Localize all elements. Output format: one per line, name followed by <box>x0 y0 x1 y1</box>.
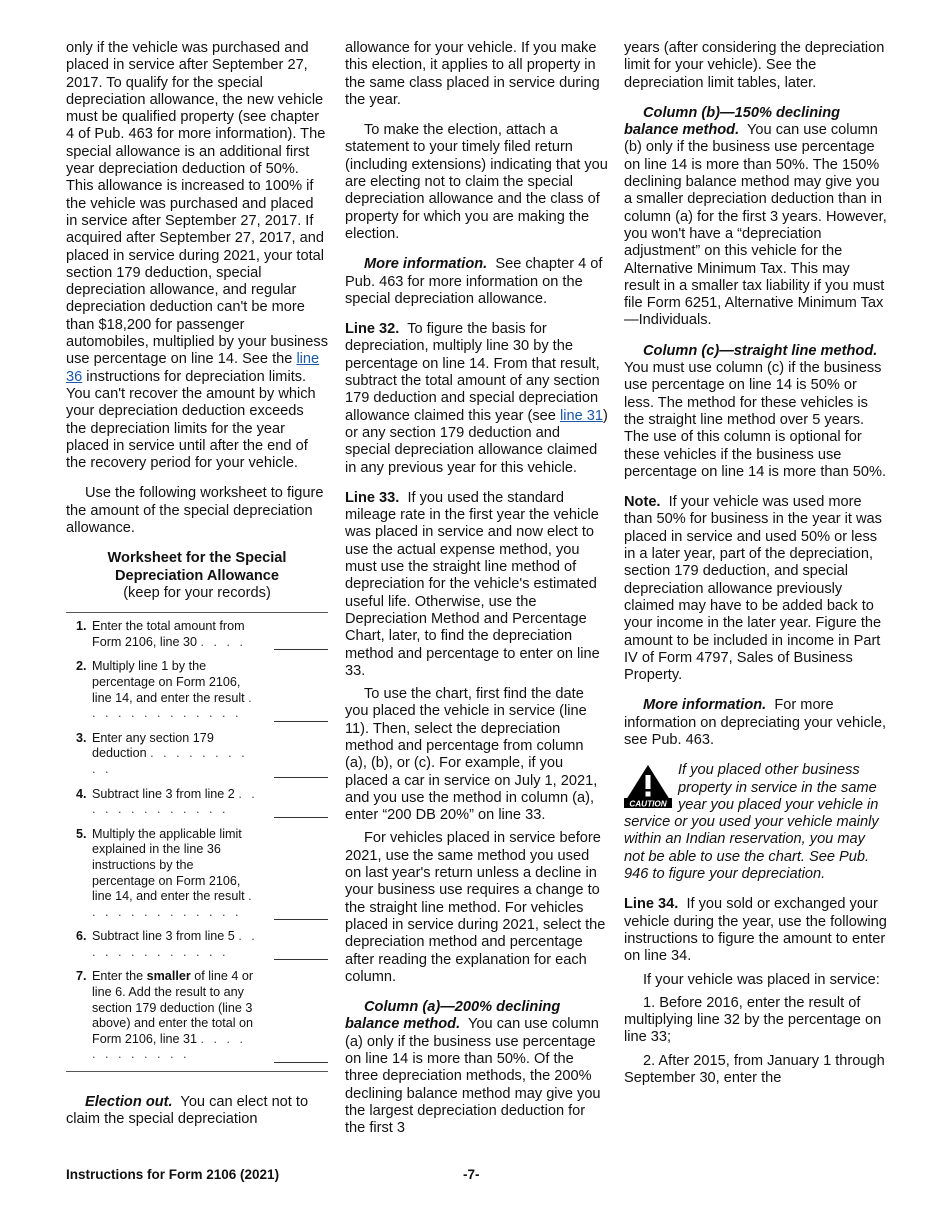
entry-line[interactable] <box>274 959 328 960</box>
paragraph: To use the chart, first find the date you placed the vehicle in service (line 11). Then, select the depreciation method and percentage from column (a), (b), or (c). For example, if you placed a car in service on July 1, 2021, and you use the method in column (a), enter “200 DB 20%” on line 33. <box>345 686 598 824</box>
worksheet-row: 7. Enter the smaller of line 4 or line 6. Add the result to any section 179 deduction (line 3 above) and enter the total on Form 2106, line 31 . . . . . . . . . . . . <box>66 969 328 1063</box>
list-item: 1. Before 2016, enter the result of multiplying line 32 by the percentage on line 33; <box>624 994 882 1046</box>
paragraph: Line 34. If you sold or exchanged your vehicle during the year, use the following instructions to figure the amount to enter on line 34. <box>624 896 887 965</box>
worksheet-row: 4. Subtract line 3 from line 2 . . . . . . . . . . . . . <box>66 787 328 818</box>
worksheet-subtitle: (keep for your records) <box>123 584 271 601</box>
paragraph: For vehicles placed in service before 2021, use the same method you used on last year's return unless a decline in your business use requires a change to the straight line method. For vehicles placed in service during 2021, select the depreciation method and percentage after reading the explanation for each column. <box>345 830 606 985</box>
paragraph: allowance for your vehicle. If you make this election, it applies to all property in the same class placed in service during the year. <box>345 40 600 108</box>
page-number: -7- <box>463 1167 480 1182</box>
worksheet-row: 3. Enter any section 179 deduction . . . . . . . . . . <box>66 731 328 778</box>
caution-block: CAUTION If you placed other business property in service in the same year you placed your vehicle in service or you used your vehicle mainly within an Indian reservation, you may not be able to use the chart. See Pub. 946 to figure your depreciation. <box>624 762 879 883</box>
list-item: 2. After 2015, from January 1 through September 30, enter the <box>624 1052 885 1087</box>
svg-text:CAUTION: CAUTION <box>629 799 667 809</box>
paragraph: To make the election, attach a statement to your timely filed return (including extensions) indicating that you are electing not to claim the special depreciation allowance and the class of property for which you are making the election. <box>345 122 608 242</box>
paragraph: More information. See chapter 4 of Pub. 463 for more information on the special depreciation allowance. <box>345 256 603 307</box>
paragraph: Column (c)—straight line method. You must use column (c) if the business use percentage on line 14 is 50% or less. The method for these vehicles is the straight line method over 5 years. The use of this column is optional for these vehicles if the business use percentage on line 14 is more than 50%. <box>624 342 887 480</box>
line-31-link[interactable]: line 31 <box>559 407 603 424</box>
entry-line[interactable] <box>274 1062 328 1063</box>
paragraph: More information. For more information on depreciating your vehicle, see Pub. 463. <box>624 697 887 748</box>
paragraph: Column (b)—150% declining balance method. You can use column (b) only if the business use percentage on line 14 is more than 50%. The 150% declining balance method may give you a smaller depreciation deduction than in column (a) for the first 3 years. However, you won't have a “depreciation adjustment” on this vehicle for the Alternative Minimum Tax. This may result in a smaller tax liability if you must file Form 6251, Alternative Minimum Tax—Individuals. <box>624 104 887 329</box>
worksheet-row: 5. Multiply the applicable limit explained in the line 36 instructions by the percentage on Form 2106, line 14, and enter the result . . . . . . . . . . . . . <box>66 827 328 921</box>
footer-title: Instructions for Form 2106 (2021) <box>66 1167 280 1182</box>
column-3 <box>624 40 888 1100</box>
paragraph: Column (a)—200% declining balance method. You can use column (a) only if the business use percentage on line 14 is more than 50%. Of the three depreciation methods, the 200% declining balance method may give you the largest depreciation deduction for the first 3 <box>345 999 601 1137</box>
worksheet-row: 6. Subtract line 3 from line 5 . . . . . . . . . . . . . <box>66 929 328 960</box>
paragraph: only if the vehicle was purchased and placed in service after September 27, 2017. To qualify for the special depreciation allowance, the new vehicle must be qualified property (see chapter 4 of Pub. 463 for more information). The special allowance is an additional first year depreciation deduction of 50%. This allowance is increased to 100% if the vehicle was purchased and placed in service after September 27, 2017. If acquired after September 27, 2017, and placed in service during 2021, your total section 179 deduction, special depreciation allowance, and regular depreciation deduction can't be more than $18,200 for passenger automobiles, multiplied by your business use percentage on line 14. See the line 36 instructions for depreciation limits. You can't recover the amount by which your depreciation deduction exceeds the depreciation limits for the year placed in service until after the end of the recovery period for your vehicle. <box>66 40 329 472</box>
paragraph: Use the following worksheet to figure the amount of the special depreciation allowance. <box>66 485 324 537</box>
line-36-link[interactable]: line 36 <box>66 351 320 385</box>
paragraph: Line 33. If you used the standard mileage rate in the first year the vehicle was placed in service and now elect to use the actual expense method, you must use the straight line method of depreciation for the vehicle's estimated useful life. Otherwise, use the Depreciation Method and Percentage Chart, later, to find the depreciation method and percentage to enter on line 33. <box>345 489 600 679</box>
paragraph: years (after considering the depreciation limit for your vehicle). See the depreciation limit tables, later. <box>624 40 885 91</box>
worksheet-title: Worksheet for the Special Depreciation Allowance <box>107 550 287 584</box>
paragraph: Note. If your vehicle was used more than 50% for business in the year it was placed in service and used 50% or less in a later year, part of the depreciation, section 179 deduction, and special depreciation allowance previously claimed may have to be added back to your income in the later year. Figure the amount to be included in income in Part IV of Form 4797, Sales of Business Property. <box>624 494 882 684</box>
paragraph: If your vehicle was placed in service: <box>643 971 880 988</box>
caution-icon <box>624 764 672 813</box>
entry-line[interactable] <box>274 649 328 650</box>
worksheet-row: 1. Enter the total amount from Form 2106, line 30 . . . . <box>66 619 328 650</box>
paragraph: Line 32. To figure the basis for depreciation, multiply line 30 by the percentage on line 14. From that result, subtract the total amount of any section 179 deduction and special depreciation allowance claimed this year (see line 31) or any section 179 deduction and special depreciation allowance claimed in any previous year for this vehicle. <box>345 321 608 476</box>
entry-line[interactable] <box>274 919 328 920</box>
worksheet-row: 2. Multiply line 1 by the percentage on Form 2106, line 14, and enter the result . . . . . . . . . . . . . <box>66 659 328 721</box>
worksheet <box>66 612 328 1072</box>
entry-line[interactable] <box>274 721 328 722</box>
paragraph: Election out. You can elect not to claim the special depreciation <box>66 1094 309 1128</box>
entry-line[interactable] <box>274 817 328 818</box>
column-1 <box>66 40 328 1142</box>
column-2 <box>345 40 609 1151</box>
entry-line[interactable] <box>274 777 328 778</box>
